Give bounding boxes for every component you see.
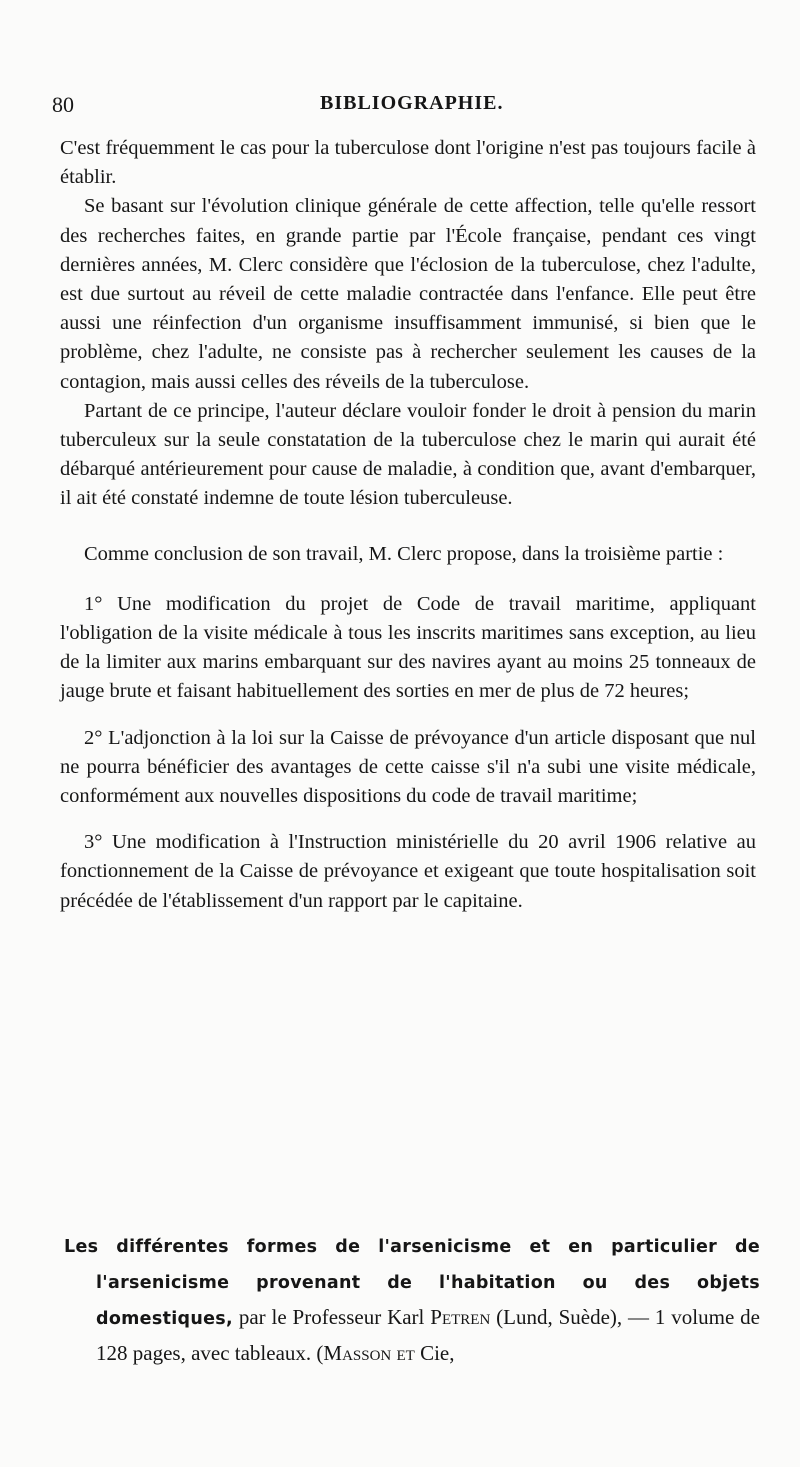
paragraph-1: C'est fréquemment le cas pour la tuberculose dont l'origine n'est pas toujours facile à établir. [60, 137, 756, 189]
paragraph-4: Comme conclusion de son travail, M. Clerc propose, dans la troisième partie : [84, 542, 724, 565]
page-header [52, 92, 756, 122]
bibliography-by: par le Professeur Karl [232, 1305, 431, 1329]
proposal-1: 1° Une modification du projet de Code de travail maritime, appliquant l'obligation de la visite médicale à tous les inscrits maritimes sans exception, au lieu de la limiter aux marins embarquant sur des navires ayant au moins 25 tonneaux de jauge brute et faisant habituellement des sorties en mer de plus de 72 heures; [60, 592, 756, 703]
page-number: 80 [52, 92, 74, 117]
paragraph-3: Partant de ce principe, l'auteur déclare vouloir fonder le droit à pension du marin tuberculeux sur la seule constatation de la tuberculose chez le marin qui aurait été débarqué antérieurement pour cause de maladie, à condition que, avant d'embarquer, il ait été constaté indemne de toute lésion tuberculeuse. [60, 399, 756, 510]
proposal-3: 3° Une modification à l'Instruction ministérielle du 20 avril 1906 relative au fonctionnement de la Caisse de prévoyance et exigeant que toute hospitalisation soit précédée de l'établissement d'un rapport par le capitaine. [60, 831, 756, 912]
bibliography-citation [64, 1228, 760, 1370]
bibliography-entry [64, 1228, 760, 1370]
bibliography-title: Les différentes formes de l'arsenicisme et en particulier de l'arsenicisme provenant de l'habitation ou des objets domestiques, [64, 1237, 760, 1329]
paragraph-2: Se basant sur l'évolution clinique générale de cette affection, telle qu'elle ressort des recherches faites, en grande partie par l'École française, pendant ces vingt dernières années, M. Clerc considère que l'éclosion de la tuberculose, chez l'adulte, est due surtout au réveil de cette maladie contractée dans l'enfance. Elle peut être aussi une réinfection d'un organisme insuffisamment immunisé, si bien que le problème, chez l'adulte, ne consiste pas à rechercher seulement les causes de la contagion, mais aussi celles des réveils de la tuberculose. [60, 195, 756, 393]
running-title: BIBLIOGRAPHIE. [320, 92, 504, 114]
bibliography-author: Petren [430, 1305, 491, 1329]
proposal-2: 2° L'adjonction à la loi sur la Caisse de prévoyance d'un article disposant que nul ne pourra bénéficier des avantages de cette caisse s'il n'a subi une visite médicale, conformément aux nouvelles dispositions du code de travail maritime; [60, 726, 756, 808]
bibliography-publisher: Masson et [323, 1341, 415, 1365]
body-text [60, 134, 756, 916]
bibliography-details: (Lund, Suède), — 1 volume de 128 pages, avec tableaux. ( [96, 1305, 760, 1365]
bibliography-publisher-tail: Cie, [414, 1341, 455, 1365]
